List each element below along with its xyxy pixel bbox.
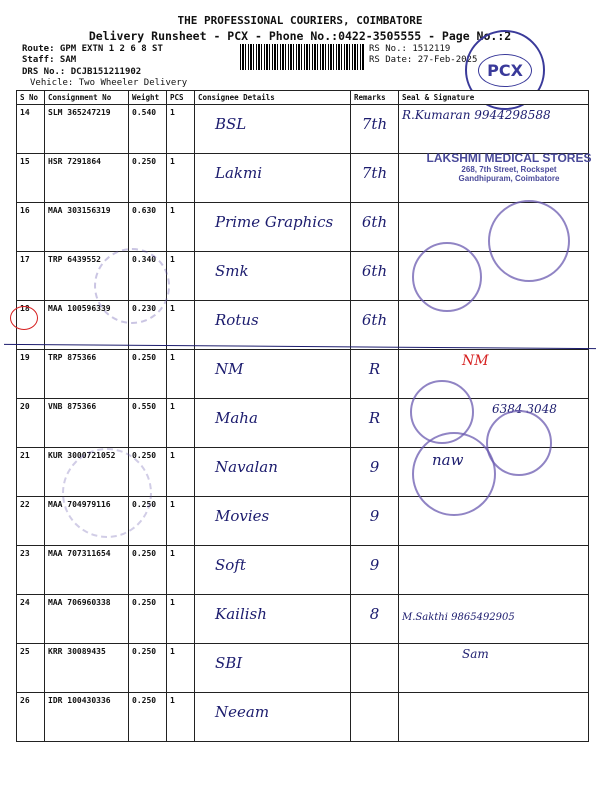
col-sno: S No — [17, 91, 45, 105]
rs-number: RS No.: 1512119 — [369, 44, 451, 54]
table-cell: 0.250 — [129, 448, 167, 497]
runsheet-subtitle: Delivery Runsheet - PCX - Phone No.:0422-3505555 - Page No.:2 — [88, 29, 512, 43]
staff-label: Staff: SAM — [22, 55, 77, 65]
table-cell — [399, 644, 589, 693]
table-cell: 0.630 — [129, 203, 167, 252]
table-row — [17, 693, 589, 742]
table-cell: 1 — [167, 497, 195, 546]
table-cell: 18 — [17, 301, 45, 350]
table-cell: Rotus — [195, 301, 351, 350]
table-row — [17, 546, 589, 595]
col-consignee: Consignee Details — [195, 91, 351, 105]
table-cell: 15 — [17, 154, 45, 203]
round-seal-stamp — [412, 432, 496, 516]
table-cell: 8 — [351, 595, 399, 644]
table-cell: 1 — [167, 693, 195, 742]
round-seal-stamp — [486, 410, 552, 476]
table-cell: 24 — [17, 595, 45, 644]
table-cell: KUR 3000721052 — [45, 448, 129, 497]
table-cell — [399, 693, 589, 742]
table-cell: 19 — [17, 350, 45, 399]
table-cell: 0.250 — [129, 595, 167, 644]
col-weight: Weight — [129, 91, 167, 105]
col-signature: Seal & Signature — [399, 91, 589, 105]
signature: M.Sakthi 9865492905 — [402, 612, 515, 623]
table-cell: Prime Graphics — [195, 203, 351, 252]
table-cell: MAA 707311654 — [45, 546, 129, 595]
red-circle-mark — [10, 306, 38, 330]
table-cell: IDR 100430336 — [45, 693, 129, 742]
table-cell: NM — [195, 350, 351, 399]
table-cell: Movies — [195, 497, 351, 546]
table-row — [17, 595, 589, 644]
table-cell: Neeam — [195, 693, 351, 742]
col-consignment: Consignment No — [45, 91, 129, 105]
table-cell: MAA 303156319 — [45, 203, 129, 252]
table-cell: KRR 30089435 — [45, 644, 129, 693]
table-cell: Lakmi — [195, 154, 351, 203]
table-row — [17, 644, 589, 693]
table-cell: 9 — [351, 546, 399, 595]
table-cell: 23 — [17, 546, 45, 595]
table-cell: 0.250 — [129, 693, 167, 742]
col-remarks: Remarks — [351, 91, 399, 105]
company-title: THE PROFESSIONAL COURIERS, COIMBATORE — [177, 14, 423, 27]
table-cell: 9 — [351, 448, 399, 497]
table-cell: Kailish — [195, 595, 351, 644]
table-cell: 22 — [17, 497, 45, 546]
table-cell: 14 — [17, 105, 45, 154]
table-cell: 0.250 — [129, 350, 167, 399]
vehicle-label: Vehicle: Two Wheeler Delivery — [30, 78, 188, 88]
table-cell: 6th — [351, 203, 399, 252]
table-cell: 0.340 — [129, 252, 167, 301]
table-cell: R — [351, 399, 399, 448]
table-cell: Navalan — [195, 448, 351, 497]
signature: naw — [432, 451, 464, 469]
table-cell — [399, 595, 589, 644]
table-cell: SBI — [195, 644, 351, 693]
table-cell: 0.250 — [129, 644, 167, 693]
table-cell: Smk — [195, 252, 351, 301]
table-cell: 7th — [351, 105, 399, 154]
rs-date: RS Date: 27-Feb-2025 — [369, 55, 478, 65]
signature: R.Kumaran 9944298588 — [402, 108, 551, 122]
round-seal-stamp — [488, 200, 570, 282]
table-cell: 1 — [167, 203, 195, 252]
table-cell — [399, 546, 589, 595]
table-cell: MAA 100596339 — [45, 301, 129, 350]
table-cell: 7th — [351, 154, 399, 203]
faint-stamp — [94, 248, 170, 324]
route-label: Route: GPM EXTN 1 2 6 8 ST — [22, 44, 163, 54]
table-cell — [351, 693, 399, 742]
table-cell: 1 — [167, 252, 195, 301]
table-header-row — [17, 91, 589, 105]
table-cell: 1 — [167, 350, 195, 399]
table-cell: 16 — [17, 203, 45, 252]
table-cell: 25 — [17, 644, 45, 693]
table-cell: Maha — [195, 399, 351, 448]
table-cell: MAA 706960338 — [45, 595, 129, 644]
table-cell: R — [351, 350, 399, 399]
col-pcs: PCS — [167, 91, 195, 105]
table-cell: 17 — [17, 252, 45, 301]
faint-stamp — [62, 448, 152, 538]
table-cell: 1 — [167, 644, 195, 693]
table-cell: 20 — [17, 399, 45, 448]
table-cell: 0.250 — [129, 546, 167, 595]
table-cell: 1 — [167, 448, 195, 497]
table-cell: 9 — [351, 497, 399, 546]
table-cell: Soft — [195, 546, 351, 595]
signature: Sam — [462, 647, 489, 661]
table-cell: SLM 365247219 — [45, 105, 129, 154]
table-cell: 26 — [17, 693, 45, 742]
table-cell: 1 — [167, 154, 195, 203]
table-row — [17, 350, 589, 399]
table-cell: 1 — [167, 105, 195, 154]
table-cell — [399, 105, 589, 154]
table-cell: 21 — [17, 448, 45, 497]
table-cell: TRP 875366 — [45, 350, 129, 399]
lakshmi-medical-stamp: LAKSHMI MEDICAL STORES 268, 7th Street, Rockspet Gandhipuram, Coimbatore — [426, 151, 592, 183]
table-cell: 0.550 — [129, 399, 167, 448]
table-cell: 1 — [167, 546, 195, 595]
table-cell: 1 — [167, 301, 195, 350]
round-seal-stamp — [412, 242, 482, 312]
table-cell: TRP 6439552 — [45, 252, 129, 301]
table-row — [17, 105, 589, 154]
table-cell: VNB 875366 — [45, 399, 129, 448]
table-cell: 0.540 — [129, 105, 167, 154]
drs-number: DRS No.: DCJB151211902 — [22, 67, 142, 77]
table-cell: 1 — [167, 595, 195, 644]
table-cell: 6th — [351, 252, 399, 301]
table-cell: HSR 7291864 — [45, 154, 129, 203]
table-cell: 0.250 — [129, 154, 167, 203]
signature: 6384 3048 — [492, 402, 557, 416]
signature: NM — [462, 353, 489, 369]
table-cell — [351, 644, 399, 693]
pcx-stamp: PCX — [465, 30, 545, 110]
table-cell: 6th — [351, 301, 399, 350]
barcode — [240, 44, 364, 70]
table-cell: MAA 704979116 — [45, 497, 129, 546]
table-cell: 0.230 — [129, 301, 167, 350]
table-cell: 0.250 — [129, 497, 167, 546]
table-cell — [399, 301, 589, 350]
table-cell: BSL — [195, 105, 351, 154]
table-cell: 1 — [167, 399, 195, 448]
